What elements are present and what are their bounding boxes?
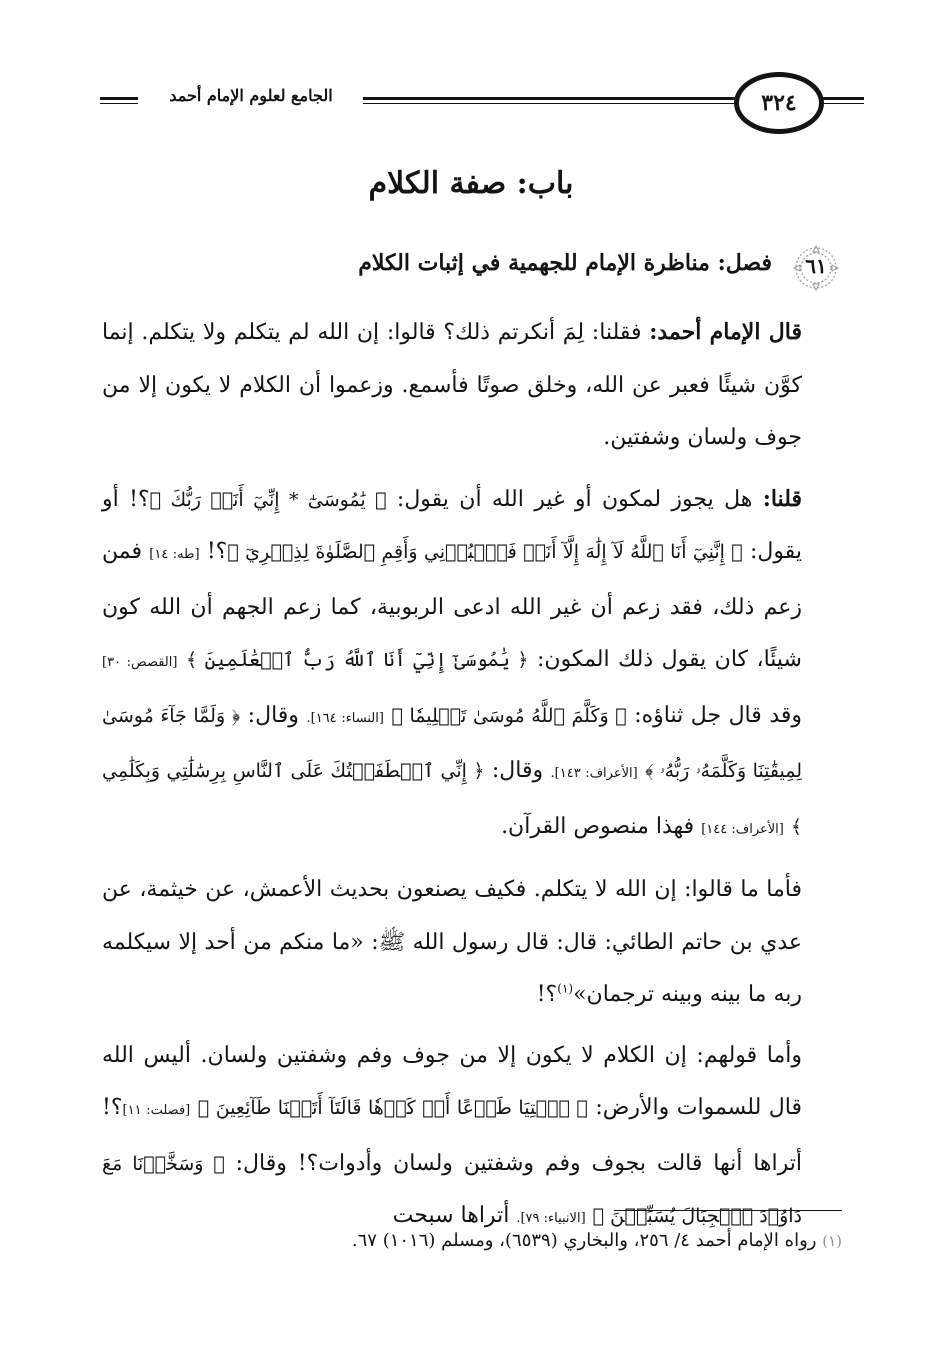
paragraph-2-text-8: فهذا منصوص القرآن.	[501, 813, 695, 839]
quran-verse-8: ﴿ وَسَخَّرۡنَا مَعَ دَاوُۥدَ ٱلۡجِبَالَ يُسَبِّحۡنَ ﴾	[102, 1152, 802, 1227]
quran-verse-6: ﴿ إِنِّي ٱصۡطَفَيۡتُكَ عَلَى ٱلنَّاسِ بِرِسَٰلَٰتِي وَبِكَلَٰمِي ﴾	[102, 760, 802, 838]
verse-reference-2: [القصص: ٣٠]	[102, 655, 178, 670]
section-number: ٦١	[805, 254, 827, 278]
verse-reference-1: [طه: ١٤]	[149, 547, 200, 562]
section-heading	[102, 244, 842, 292]
quran-verse-4: ﴿ وَكَلَّمَ ٱللَّهُ مُوسَىٰ تَكۡلِيمٗا ﴾	[391, 704, 627, 727]
quran-verse-3: ﴿ يَٰمُوسَىٰٓ إِنِّيٓ أَنَا ٱللَّهُ رَبُّ ٱلۡعَٰلَمِينَ ﴾	[185, 649, 529, 671]
page-number-badge	[734, 72, 824, 134]
running-header-title: الجامع لعلوم الإمام أحمد	[169, 86, 333, 105]
paragraph-2-text-2: ؟! أو يقول:	[102, 486, 803, 564]
running-header	[100, 72, 844, 136]
quran-verse-2: ﴿ إِنَّنِيٓ أَنَا ٱللَّهُ لَآ إِلَٰهَ إِلَّآ أَنَا۠ فَٱعۡبُدۡنِي وَأَقِمِ ٱلصَّلَوٰةَ لِذِكۡرِيٓ ﴾	[227, 541, 743, 563]
footnote-reference-mark[interactable]: (١)	[557, 981, 574, 996]
verse-reference-7: [الانبياء: ٧٩].	[516, 1211, 586, 1226]
quran-verse-5: ﴿ وَلَمَّا جَآءَ مُوسَىٰ لِمِيقَٰتِنَا وَكَلَّمَهُۥ رَبُّهُۥ ﴾	[102, 704, 802, 782]
paragraph-2-text-5: وقد قال جل ثناؤه:	[634, 702, 803, 728]
section-number-ornament	[790, 244, 842, 292]
footnote-separator	[614, 1210, 842, 1211]
paragraph-4-text-1: وأما قولهم: إن الكلام لا يكون إلا من جوف وفم وشفتين ولسان. أليس الله قال للسموات والأرض:	[102, 1042, 803, 1120]
paragraph-2-text-7: وقال:	[491, 758, 544, 783]
quran-verse-7: ﴿ ٱئۡتِيَا طَوۡعًا أَوۡ كَرۡهٗا قَالَتَآ أَتَيۡنَا طَآئِعِينَ ﴾	[197, 1097, 588, 1119]
verse-reference-3: [النساء: ١٦٤].	[306, 710, 384, 726]
verse-reference-4: [الأعراف: ١٤٣].	[550, 766, 638, 781]
verse-reference-6: [فصلت: ١١]	[122, 1103, 191, 1118]
chapter-title: باب: صفة الكلام	[368, 166, 574, 201]
paragraph-4-text-2: ؟! أتراها أنها قالت بجوف وفم وشفتين ولسان وأدوات؟! وقال:	[102, 1095, 802, 1176]
page-number: ٣٢٤	[761, 90, 797, 116]
verse-reference-5: [الأعراف: ١٤٤]	[701, 821, 784, 837]
section-title: فصل: مناظرة الإمام للجهمية في إثبات الكلام	[358, 250, 772, 276]
paragraph-2-text-1: هل يجوز لمكون أو غير الله أن يقول:	[396, 486, 753, 512]
paragraph-3	[102, 864, 842, 1022]
quran-verse-1: ﴿ يَٰمُوسَىٰٓ * إِنِّيٓ أَنَا۠ رَبُّكَ ﴾	[149, 488, 387, 511]
footnote	[102, 1226, 842, 1256]
paragraph-2	[102, 473, 842, 857]
paragraph-1	[102, 306, 842, 465]
footnote-marker: (١)	[822, 1232, 842, 1250]
header-rule-right	[824, 97, 864, 104]
footnote-text: رواه الإمام أحمد ٤/ ٢٥٦، والبخاري (٦٥٣٩)، ومسلم (١٠١٦) ٦٧.	[351, 1230, 817, 1251]
paragraph-3-end: ؟!	[536, 982, 558, 1007]
body-text	[102, 306, 842, 1246]
paragraph-2-text-3: ؟!	[206, 539, 228, 564]
paragraph-1-lead: قال الإمام أحمد:	[649, 319, 802, 345]
paragraph-1-text: فقلنا: لِمَ أنكرتم ذلك؟ قالوا: إن الله لم يتكلم ولا يتكلم. إنما كوَّن شيئًا فعبر عن الله، وخلق صوتًا فأسمع. وزعموا أن الكلام لا يكون إلا من جوف ولسان وشفتين.	[102, 320, 802, 450]
paragraph-4-text-3: أتراها سبحت	[392, 1203, 510, 1228]
paragraph-4	[102, 1030, 842, 1246]
paragraph-2-text-4: فمن زعم ذلك، فقد زعم أن غير الله ادعى الربوبية، كما زعم الجهم أن الله كون شيئًا، كان يقول ذلك المكون:	[102, 539, 802, 672]
paragraph-2-lead: قلنا:	[762, 485, 802, 512]
paragraph-3-text: فأما ما قالوا: إن الله لا يتكلم. فكيف يصنعون بحديث الأعمش، عن خيثمة، عن عدي بن حاتم الطائي: قال: قال رسول الله ﷺ: «ما منكم من أحد إلا سيكلمه ربه ما بينه وبينه ترجمان»	[102, 877, 802, 1007]
header-rule-left	[100, 97, 138, 104]
paragraph-2-text-6: وقال:	[247, 702, 299, 728]
